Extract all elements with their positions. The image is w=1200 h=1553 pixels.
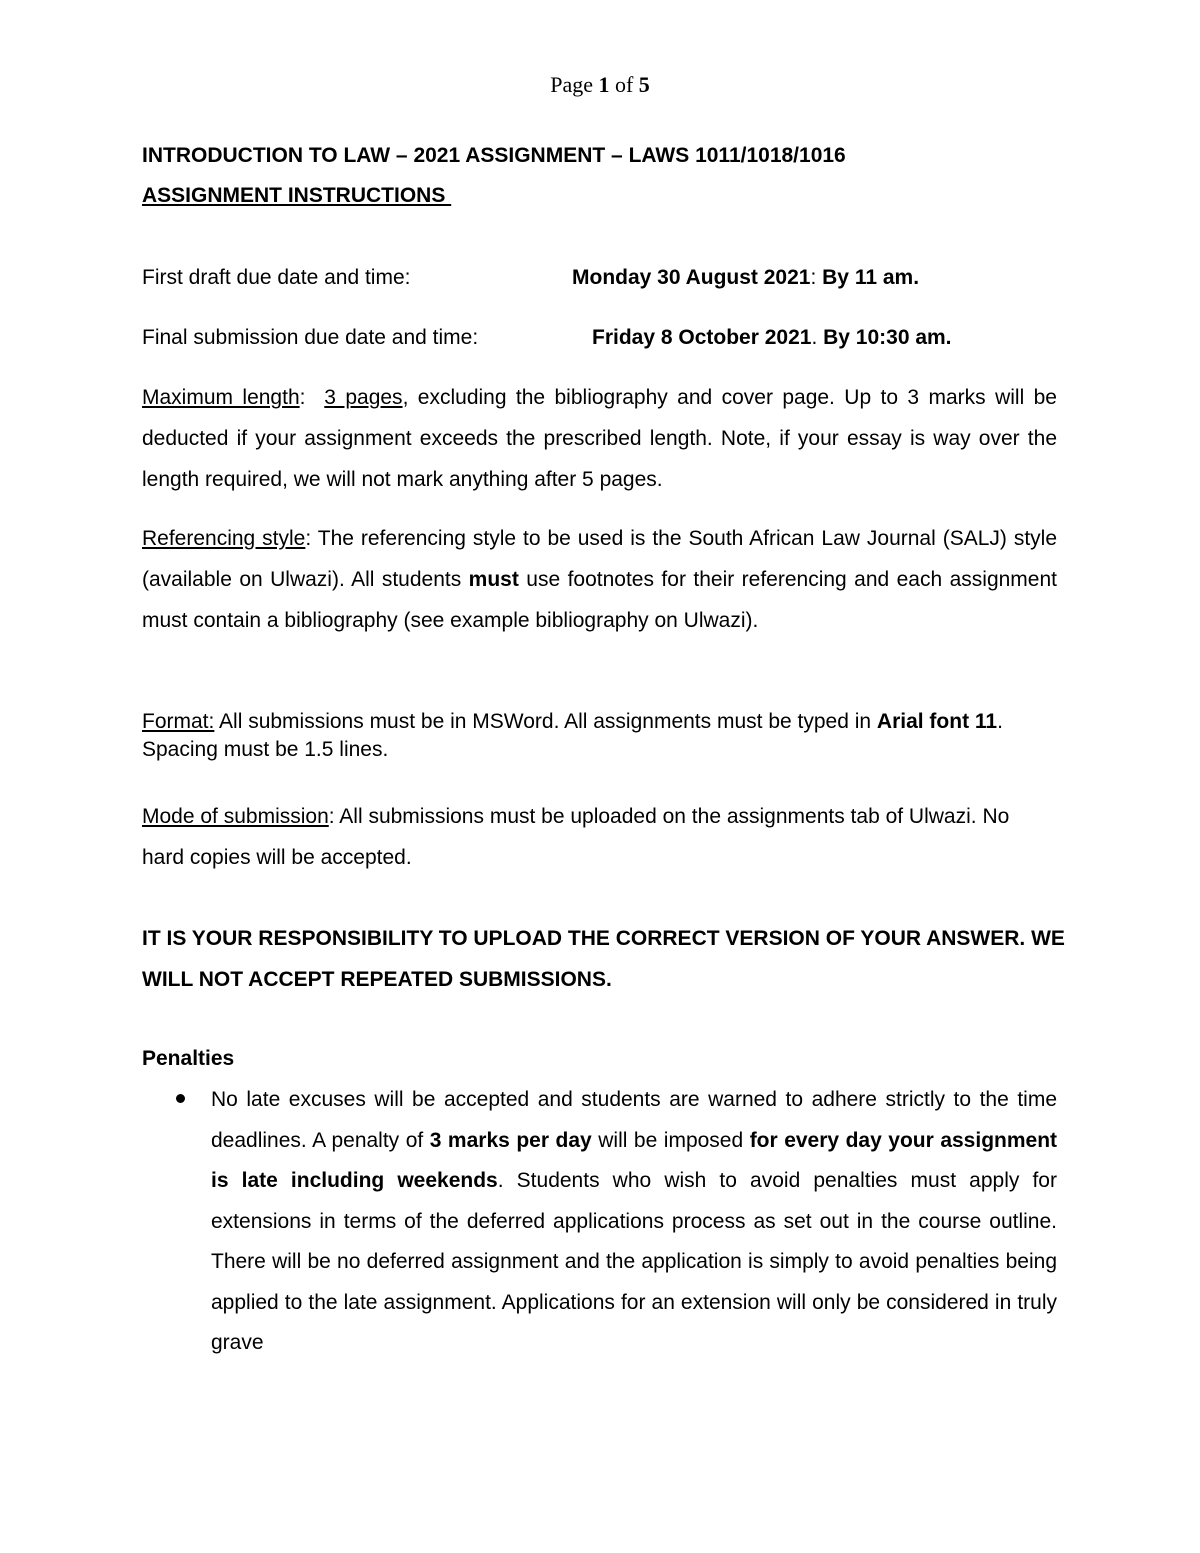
- penalties-list-item: No late excuses will be accepted and students are warned to adhere strictly to the time deadlines. A penalty of 3 marks per day will be imposed for every day your assignment is late including weekends. Students who wish to avoid penalties must apply for extensions in terms of the deferred applications process as set out in the course outline. There will be no deferred assignment and the application is simply to avoid penalties being applied to the late assignment. Applications for an extension will only be considered in truly grave: [211, 1088, 1058, 1354]
- referencing-paragraph: Referencing style: The referencing style to be used is the South African Law Journal (SALJ) style (available on Ulwazi). All students must use footnotes for their referencing and each assignment must contain a bibliography (see example bibliography on Ulwazi).: [142, 527, 1058, 632]
- format-paragraph: Format: All submissions must be in MSWord. All assignments must be typed in Arial font 11. Spacing must be 1.5 lines.: [142, 710, 1003, 761]
- max-length-paragraph: Maximum length: 3 pages, excluding the bibliography and cover page. Up to 3 marks will be deducted if your assignment exceeds the prescribed length. Note, if your essay is way over the length required, we will not mark anything after 5 pages.: [142, 386, 1057, 491]
- page-number: Page 1 of 5: [550, 72, 650, 97]
- final-submission-due: Friday 8 October 2021. By 10:30 am.: [592, 326, 952, 349]
- document-subtitle: ASSIGNMENT INSTRUCTIONS: [142, 184, 452, 207]
- penalties-heading: Penalties: [142, 1047, 235, 1070]
- bullet-icon: [176, 1094, 185, 1103]
- responsibility-warning: IT IS YOUR RESPONSIBILITY TO UPLOAD THE CORRECT VERSION OF YOUR ANSWER. WE WILL NOT ACCEPT REPEATED SUBMISSIONS.: [142, 927, 1065, 991]
- first-draft-label: First draft due date and time:: [142, 266, 411, 289]
- final-submission-label: Final submission due date and time:: [142, 326, 479, 349]
- document-title: INTRODUCTION TO LAW – 2021 ASSIGNMENT – LAWS 1011/1018/1016: [142, 144, 846, 167]
- mode-paragraph: Mode of submission: All submissions must be uploaded on the assignments tab of Ulwazi. No hard copies will be accepted.: [142, 805, 1010, 869]
- first-draft-due: Monday 30 August 2021: By 11 am.: [572, 266, 920, 289]
